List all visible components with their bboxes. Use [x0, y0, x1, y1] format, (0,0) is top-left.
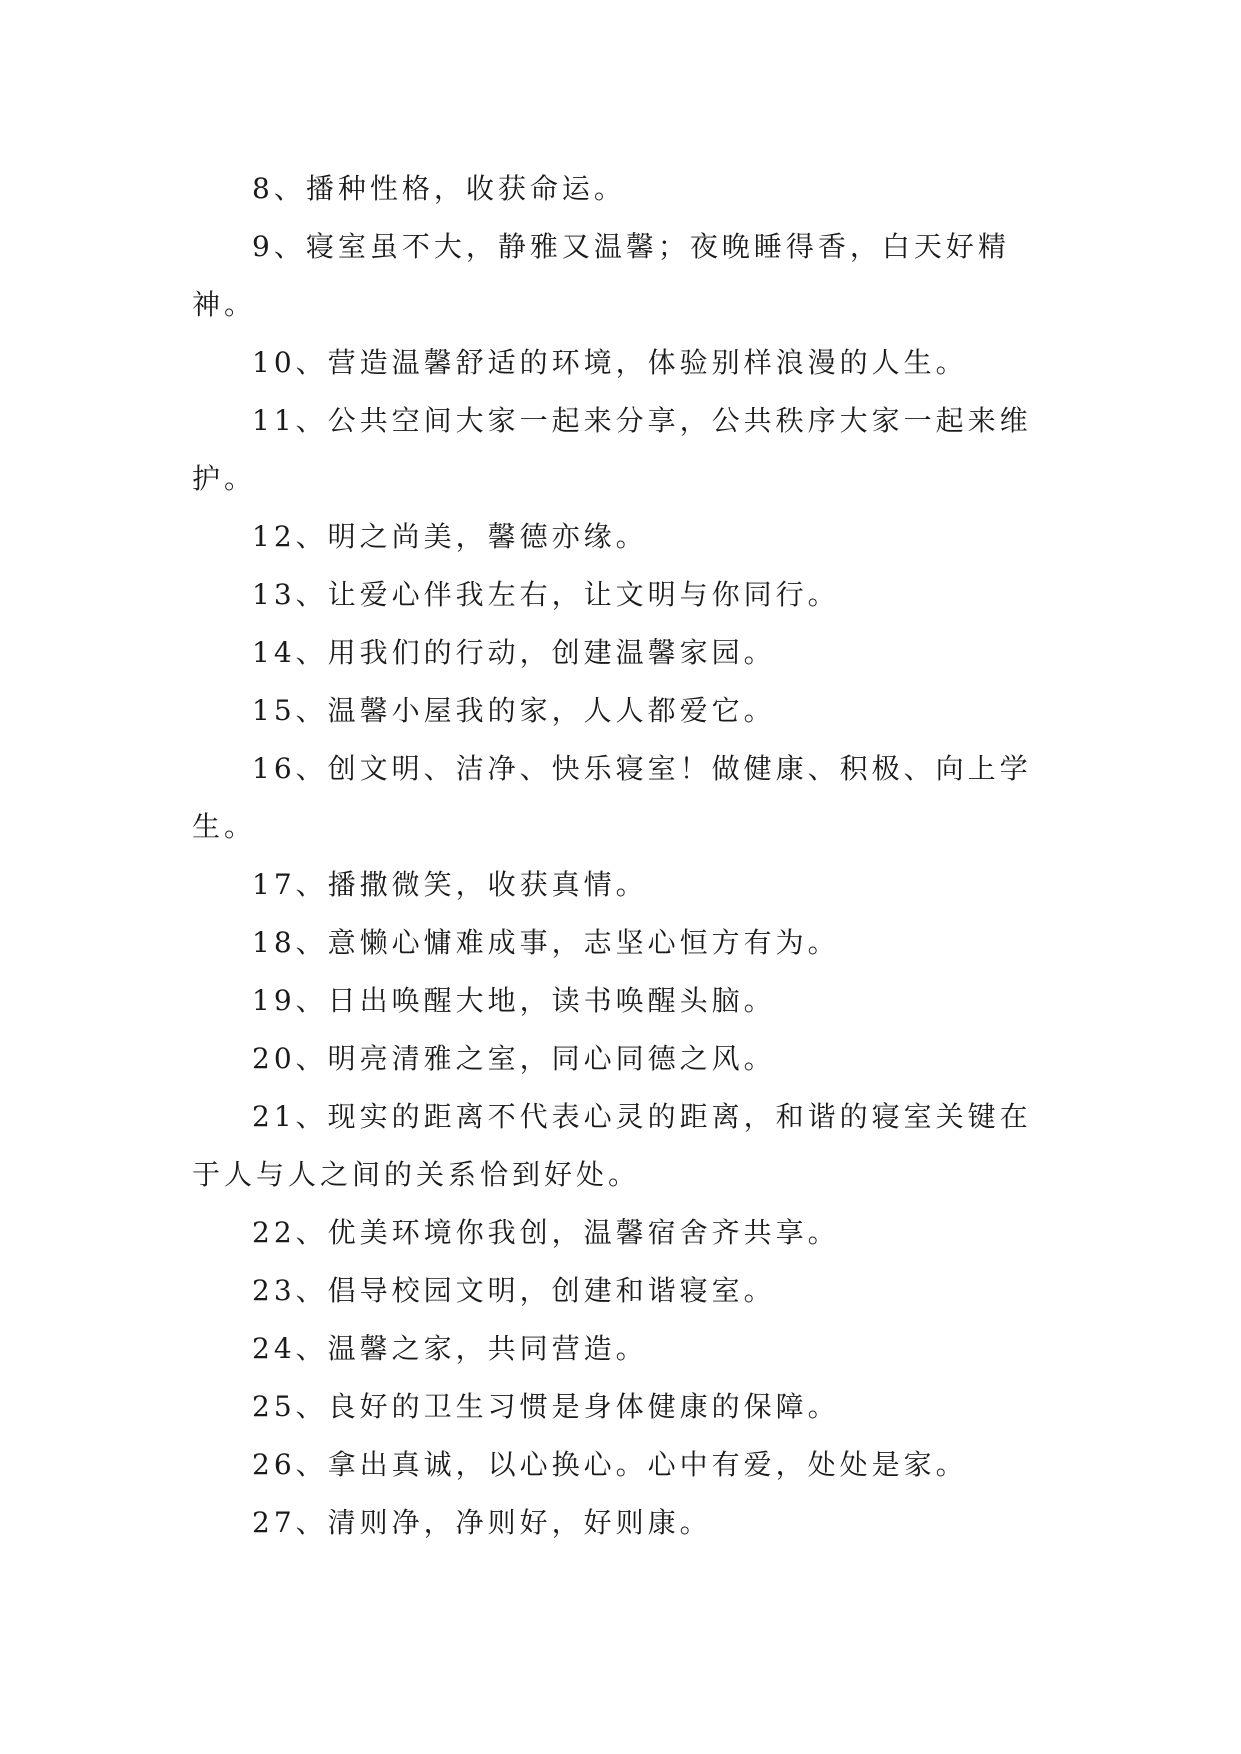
paragraph: 20、明亮清雅之室，同心同德之风。 [252, 1042, 776, 1075]
paragraph: 14、用我们的行动，创建温馨家园。 [252, 636, 776, 669]
paragraph: 19、日出唤醒大地，读书唤醒头脑。 [252, 984, 776, 1017]
paragraph: 27、清则净，净则好，好则康。 [252, 1506, 712, 1539]
paragraph: 17、播撒微笑，收获真情。 [252, 868, 648, 901]
paragraph: 16、创文明、洁净、快乐寝室！做健康、积极、向上学生。 [192, 752, 1032, 843]
paragraph: 8、播种性格，收获命运。 [252, 172, 626, 205]
paragraph: 25、良好的卫生习惯是身体健康的保障。 [252, 1390, 840, 1423]
paragraph: 10、营造温馨舒适的环境，体验别样浪漫的人生。 [252, 346, 968, 379]
paragraph: 23、倡导校园文明，创建和谐寝室。 [252, 1274, 776, 1307]
paragraph: 12、明之尚美，馨德亦缘。 [252, 520, 648, 553]
paragraph: 22、优美环境你我创，温馨宿舍齐共享。 [252, 1216, 840, 1249]
paragraph: 13、让爱心伴我左右，让文明与你同行。 [252, 578, 840, 611]
paragraph: 21、现实的距离不代表心灵的距离，和谐的寝室关键在于人与人之间的关系恰到好处。 [192, 1100, 1032, 1191]
document-body [192, 160, 1050, 1552]
paragraph: 24、温馨之家，共同营造。 [252, 1332, 648, 1365]
paragraph: 18、意懒心慵难成事，志坚心恒方有为。 [252, 926, 840, 959]
paragraph: 15、温馨小屋我的家，人人都爱它。 [252, 694, 776, 727]
paragraph: 26、拿出真诚，以心换心。心中有爱，处处是家。 [252, 1448, 968, 1481]
paragraph: 11、公共空间大家一起来分享，公共秩序大家一起来维护。 [192, 404, 1032, 495]
paragraph: 9、寝室虽不大，静雅又温馨；夜晚睡得香，白天好精神。 [192, 230, 1010, 321]
